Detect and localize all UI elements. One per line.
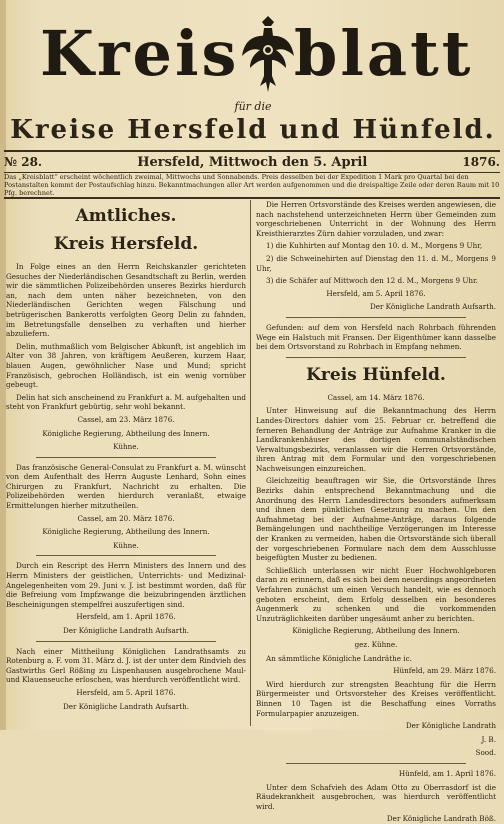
- signature: Der Königliche Landrath: [405, 721, 496, 731]
- signature: Der Königliche Landrath Böß.: [386, 814, 496, 824]
- section-subheading: Kreis Hersfeld.: [53, 234, 199, 254]
- article-paragraph: Unter Hinweisung auf die Bekanntmachung des Herrn Landes-Directors dahier vom 25. Februar cr. betreffend die ferneren Behandlung der Anträge zur Aufnahme Kranker in die Landkrankenhäuser des dortigen communalständischen Verwaltungsbezirks, veranlassen wir die Herren Ortsvorstände, ihren Antrag mit dem Formular und den vorgeschriebenen Nachweisungen einzureichen.: [256, 406, 496, 473]
- article-paragraph: Unter dem Schafvieh des Adam Otto zu Oberrasdorf ist die Räudekrankheit ausgebrochen, was hierdurch veröffentlicht wird.: [256, 782, 496, 811]
- addressee: An sämmtliche Königliche Landräthe ic.: [266, 653, 412, 663]
- article-paragraph: Schließlich unterlassen wir nicht Euer Hochwohlgeboren daran zu erinnern, daß es sich bei dem neuerdings angeordneten Verfahren zunächst um einen Versuch handelt, wie es dennoch geboten erscheint, dem Erfolg desselben ein besonderes Augenmerk zu schenken und die vorkommenden Unzuträglichkeiten darüber ungesäumt anher zu berichten.: [256, 565, 496, 623]
- year: 1876.: [462, 155, 500, 169]
- dateline-text: Hünfeld, am 29. März 1876.: [393, 666, 496, 676]
- signature-name: gez. Kühne.: [354, 639, 398, 649]
- signature-name: Sood.: [475, 748, 496, 758]
- article-paragraph: Nach einer Mittheilung Königlichen Landrathsamts zu Rotenburg a. F. vom 31. März d. J. ist der unter dem Rindvieh des Gastwirths Gerl Rößing zu Lispenhausen ausgebrochene Maul- und Klauenseuche erloschen, was hierdurch veröffentlicht wird.: [6, 646, 246, 685]
- section-heading: Amtliches.: [75, 206, 177, 226]
- dateline-text: Hersfeld, am 5. April 1876.: [326, 288, 426, 298]
- dateline-text: Cassel, am 20. März 1876.: [77, 513, 175, 523]
- dateline-text: Hünfeld, am 1. April 1876.: [398, 768, 496, 778]
- article-paragraph: Delin hat sich anscheinend zu Frankfurt a. M. aufgehalten und steht von Frankfurt gebürtig, sehr wohl bekannt.: [6, 392, 246, 412]
- left-column: [6, 200, 246, 726]
- article-paragraph: Die Herren Ortsvorstände des Kreises werden angewiesen, die nach nachstehend unterzeichneten Herrn über Gemeinden zum vorgeschriebenen Unterricht in der Wohnung des Herrn Kreisthierarztes Zürn dahier vorzuladen, und zwar:: [256, 200, 496, 238]
- dateline-text: Cassel, am 23. März 1876.: [77, 414, 175, 424]
- issue-number: № 28.: [4, 155, 43, 169]
- subtitle-small: für die: [234, 100, 272, 113]
- list-item: 1) die Kuhhirten auf Montag den 10. d. M., Morgens 9 Uhr,: [266, 241, 483, 251]
- article-paragraph: Delin, muthmaßlich vom Belgischer Abkunft, ist angeblich im Alter von 38 Jahren, von kräftigem Aeußeren, kurzem Haar, blauen Augen, gewöhnlicher Nase und Mund; spricht Französisch, gebrochen Holländisch, ist ein wenig vornüber gebeugt.: [6, 341, 246, 390]
- article-paragraph: Gefunden: auf dem von Hersfeld nach Rohrbach führenden Wege ein Halstuch mit Fransen. Der Eigenthümer kann dasselbe bei dem Ortsvorstand zu Rohrbach in Empfang nehmen.: [256, 322, 496, 352]
- eagle-emblem-icon: [240, 16, 296, 94]
- divider: [36, 555, 216, 556]
- article-paragraph: In Folge eines an den Herrn Reichskanzler gerichteten Gesuches der Niederländischen Gesandtschaft zu Berlin, werden wir die sämmtlichen Polizeibehörden unseres Bezirks hierdurch an, nach dem unten näher bezeichneten, von den Niederländischen Gerichten wegen Fälschung und betrügerischen Bankerotts verfolgten Georg Delin zu fahnden, im Betretungsfalle denselben zu verhaften und hierher abzuliefern.: [6, 262, 246, 339]
- place-date: Hersfeld, Mittwoch den 5. April: [137, 154, 368, 170]
- dateline: [4, 150, 500, 173]
- right-column: [256, 200, 496, 824]
- article-paragraph: Gleichzeitig beauftragen wir Sie, die Ortsvorstände Ihres Bezirks dahin entsprechend Bekanntmachung und die Anordnung des Herrn Landesdirectors besonders aufmerksam und ihnen dem pünktlichen Gesetzung zu machen. Um den Aufnahmetag bei der Aufnahme-Anträge, daraus folgende Bemängelungen und nachtheilige Verzögerungen im Interesse der Kranken zu vermeiden, haben die Ortsvorstände sich überall der vorgeschriebenen Formulare nach dem dem Ausschlusse beigefügten Muster zu bedienen.: [256, 476, 496, 563]
- subscription-notice: Das „Kreisblatt“ erscheint wöchentlich zweimal, Mittwochs und Sonnabends. Preis desselben bei der Expedition 1 Mark pro Quartal bei den Postanstalten kommt der Postaufschlag hinzu. Bekanntmachungen aller Art werden aufgenommen und die dreispaltige Zeile oder deren Raum mit 10 Pfg. berechnet.: [4, 173, 500, 197]
- list-item: 2) die Schweinehirten auf Dienstag den 11. d. M., Morgens 9 Uhr,: [256, 253, 496, 273]
- dateline-text: Hersfeld, am 5. April 1876.: [76, 687, 176, 697]
- divider: [286, 763, 466, 764]
- section-subheading: Kreis Hünfeld.: [306, 364, 446, 385]
- signature-name: J. B.: [481, 734, 496, 744]
- subtitle-big: Kreise Hersfeld und Hünfeld.: [10, 115, 496, 145]
- article-paragraph: Das französische General-Consulat zu Frankfurt a. M. wünscht von dem Aufenthalt des Herrn Auguste Lenhard, Sohn eines Chirurgen zu Frankfurt, Nachricht zu erhalten. Die Polizeibehörden werden hierdurch veranlaßt, etwaige Ermittelungen hierher mitzutheilen.: [6, 462, 246, 511]
- divider: [36, 641, 216, 642]
- dateline-text: Cassel, am 14. März 1876.: [327, 392, 425, 402]
- signature-name: Kühne.: [113, 540, 139, 550]
- signature: Der Königliche Landrath Aufsarth.: [62, 701, 190, 711]
- signature: Der Königliche Landrath Aufsarth.: [369, 302, 496, 312]
- divider: [286, 357, 466, 358]
- signature: Königliche Regierung, Abtheilung des Innern.: [42, 428, 210, 438]
- article-paragraph: Wird hierdurch zur strengsten Beachtung für die Herrn Bürgermeister und Ortsvorsteher des Kreises veröffentlicht. Binnen 10 Tagen ist die Beschaffung eines Vorraths Formularpapier anzuzeigen.: [256, 679, 496, 718]
- signature-name: Kühne.: [113, 442, 139, 452]
- signature: Königliche Regierung, Abtheilung des Innern.: [292, 626, 460, 636]
- dateline-text: Hersfeld, am 1. April 1876.: [76, 612, 176, 622]
- title-row: [8, 6, 498, 98]
- signature: Königliche Regierung, Abtheilung des Innern.: [42, 527, 210, 537]
- column-rule: [250, 200, 251, 726]
- list-item: 3) die Schäfer auf Mittwoch den 12 d. M., Morgens 9 Uhr.: [266, 276, 478, 286]
- title-right: blatt: [294, 17, 474, 90]
- divider: [286, 317, 466, 318]
- signature: Der Königliche Landrath Aufsarth.: [62, 626, 190, 635]
- article-paragraph: Durch ein Rescript des Herrn Ministers des Innern und des Herrn Ministers der geistlichen, Unterrichts- und Medizinal-Angelegenheiten vom 29. Juni v. J. ist bestimmt worden, daß für die Befreiung vom Impfzwange die beizubringenden ärztlichen Bescheinigungen stempelfrei auszufertigen sind.: [6, 561, 246, 609]
- divider: [36, 457, 216, 458]
- title-left: Kreis: [40, 17, 240, 90]
- masthead: [8, 6, 498, 146]
